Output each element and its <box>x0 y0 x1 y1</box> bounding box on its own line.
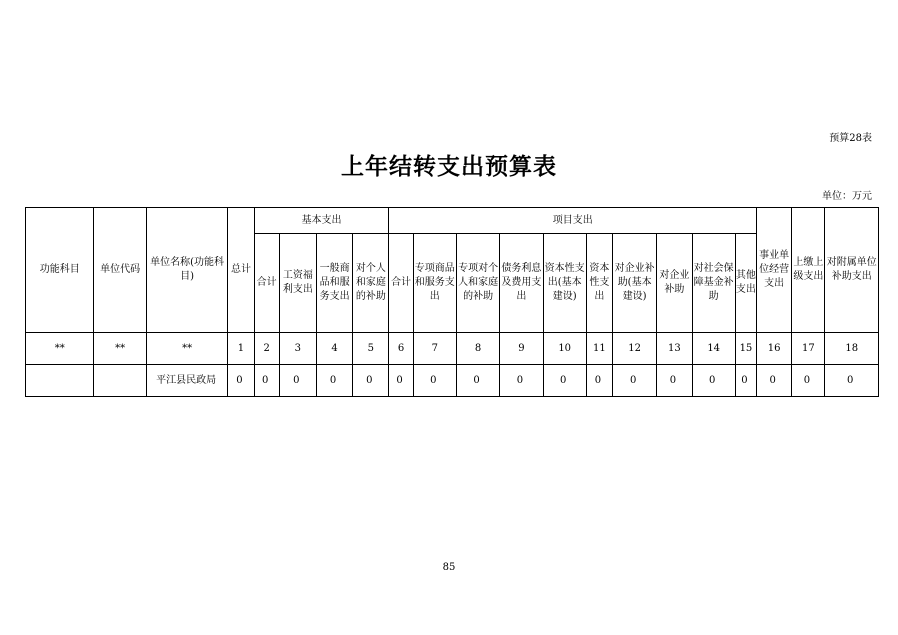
row-unit-code <box>94 365 146 397</box>
value-cell: 0 <box>353 365 389 397</box>
index-cell: 10 <box>543 333 586 365</box>
header-proj-enterprise-basic: 对企业补助(基本建设) <box>613 234 657 333</box>
value-cell: 0 <box>657 365 692 397</box>
budget-table <box>25 207 879 397</box>
row-unit-name: 平江县民政局 <box>146 365 228 397</box>
header-proj-sum: 合计 <box>389 234 413 333</box>
value-cell: 0 <box>825 365 879 397</box>
header-total: 总计 <box>228 208 254 333</box>
value-cell: 0 <box>586 365 612 397</box>
index-cell: 5 <box>353 333 389 365</box>
value-cell: 0 <box>757 365 792 397</box>
value-cell: 0 <box>456 365 499 397</box>
header-affiliated: 对附属单位补助支出 <box>825 208 879 333</box>
value-cell: 0 <box>692 365 735 397</box>
header-remit: 上缴上级支出 <box>792 208 825 333</box>
table-body <box>26 333 879 397</box>
page-number: 85 <box>442 562 456 573</box>
header-basic-wage: 工资福利支出 <box>279 234 316 333</box>
index-cell: 15 <box>735 333 756 365</box>
index-cell: 6 <box>389 333 413 365</box>
header-proj-debt: 债务利息及费用支出 <box>500 234 543 333</box>
header-basic-sum: 合计 <box>254 234 279 333</box>
index-cell: 4 <box>316 333 352 365</box>
index-cell: 12 <box>613 333 657 365</box>
index-row <box>26 333 879 365</box>
value-cell: 0 <box>792 365 825 397</box>
index-cell: ** <box>26 333 94 365</box>
header-unit-name: 单位名称(功能科目) <box>146 208 228 333</box>
header-basic-goods: 一般商品和服务支出 <box>316 234 352 333</box>
value-cell: 0 <box>543 365 586 397</box>
header-proj-capital: 资本性支出 <box>586 234 612 333</box>
value-cell: 0 <box>254 365 279 397</box>
index-cell: 13 <box>657 333 692 365</box>
page-title: 上年结转支出预算表 <box>341 154 557 180</box>
value-cell: 0 <box>735 365 756 397</box>
header-func-subject: 功能科目 <box>26 208 94 333</box>
unit-label: 单位：万元 <box>822 191 872 202</box>
index-cell: 18 <box>825 333 879 365</box>
value-cell: 0 <box>389 365 413 397</box>
header-business: 事业单位经营支出 <box>757 208 792 333</box>
index-cell: ** <box>94 333 146 365</box>
index-cell: 14 <box>692 333 735 365</box>
table-row <box>26 365 879 397</box>
header-proj-social: 对社会保障基金补助 <box>692 234 735 333</box>
index-cell: 16 <box>757 333 792 365</box>
value-cell: 0 <box>316 365 352 397</box>
value-cell: 0 <box>413 365 456 397</box>
header-basic-personal: 对个人和家庭的补助 <box>353 234 389 333</box>
row-func-subject <box>26 365 94 397</box>
index-cell: 11 <box>586 333 612 365</box>
index-cell: ** <box>146 333 228 365</box>
index-cell: 8 <box>456 333 499 365</box>
index-cell: 17 <box>792 333 825 365</box>
header-project-group: 项目支出 <box>389 208 757 234</box>
header-proj-capital-basic: 资本性支出(基本建设) <box>543 234 586 333</box>
form-number: 预算28表 <box>829 133 872 144</box>
header-unit-code: 单位代码 <box>94 208 146 333</box>
index-cell: 9 <box>500 333 543 365</box>
header-row-groups <box>26 208 879 234</box>
index-cell: 2 <box>254 333 279 365</box>
header-proj-goods: 专项商品和服务支出 <box>413 234 456 333</box>
header-proj-enterprise: 对企业补助 <box>657 234 692 333</box>
value-cell: 0 <box>613 365 657 397</box>
index-cell: 7 <box>413 333 456 365</box>
header-proj-personal: 专项对个人和家庭的补助 <box>456 234 499 333</box>
value-cell: 0 <box>228 365 254 397</box>
value-cell: 0 <box>500 365 543 397</box>
index-cell: 3 <box>279 333 316 365</box>
value-cell: 0 <box>279 365 316 397</box>
header-basic-group: 基本支出 <box>254 208 389 234</box>
table-header <box>26 208 879 333</box>
header-proj-other: 其他支出 <box>735 234 756 333</box>
index-cell: 1 <box>228 333 254 365</box>
